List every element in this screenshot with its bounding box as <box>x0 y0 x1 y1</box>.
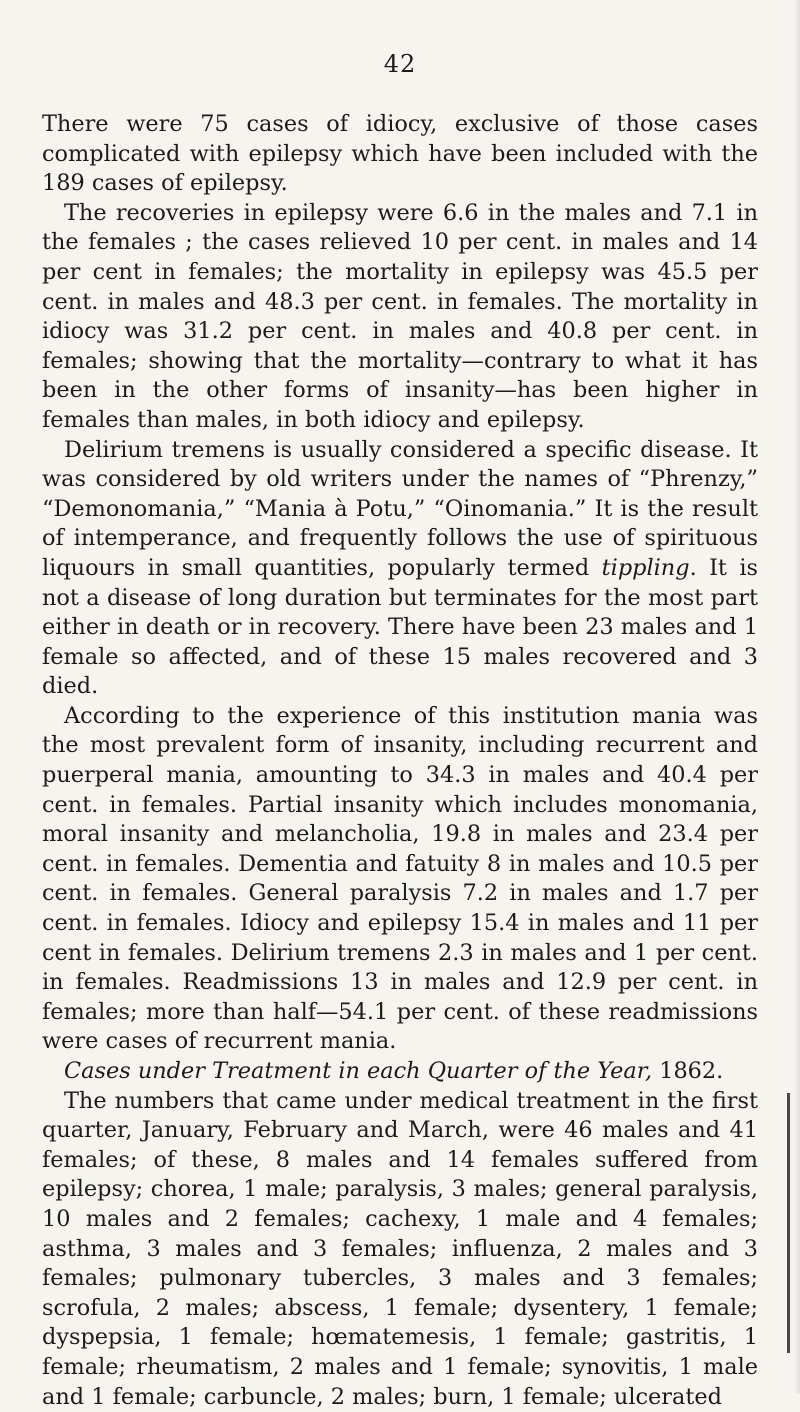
paragraph-recoveries-mortality: The recoveries in epilepsy were 6.6 in the males and 7.1 in the females ; the cases relieved 10 per cent. in males and 14 per cent in females; the mortality in epilepsy was 45.5 per cent. in males and 48.3 per cent. in females. The mortality in idiocy was 31.2 per cent. in males and 40.8 per cent. in females; showing that the mortality—contrary to what it has been in the other forms of insanity—has been higher in females than males, in both idiocy and epilepsy. <box>42 199 758 433</box>
section-heading <box>42 1057 758 1087</box>
page-edge-shadow <box>794 0 800 1393</box>
delirium-text-before: Delirium tremens is usually considered a specific disease. It was considered by old writers under the names of “Phrenzy,” “Demonomania,” “Mania à Potu,” “Oinomania.” It is the result of intemperance, and frequently follows the use of spirituous liquours in small quantities, popularly termed <box>42 436 758 581</box>
delirium-emphasis: tippling <box>601 554 690 581</box>
paragraph-idiocy-cases: There were 75 cases of idiocy, exclusive of those cases complicated with epilepsy which have been included with the 189 cases of epilepsy. <box>42 111 758 197</box>
section-heading-year: 1862. <box>652 1058 724 1084</box>
paragraph-institution-experience: According to the experience of this institution mania was the most prevalent form of insanity, including recurrent and puerperal mania, amounting to 34.3 in males and 40.4 per cent. in females. Partial insanity which includes monomania, moral insanity and melancholia, 19.8 in males and 23.4 per cent. in females. Dementia and fatuity 8 in males and 10.5 per cent. in females. General paralysis 7.2 in males and 1.7 per cent. in females. Idiocy and epilepsy 15.4 in males and 11 per cent in females. Delirium tremens 2.3 in males and 1 per cent. in females. Readmissions 13 in males and 12.9 per cent. in females; more than half—54.1 per cent. of these readmissions were cases of recurrent mania. <box>42 702 758 1055</box>
page-body <box>42 110 758 1412</box>
delirium-text-after: . It is not a disease of long duration but terminates for the most part either in death or in recovery. There have been 23 males and 1 female so affected, and of these 15 males recovered and 3 died. <box>42 554 758 700</box>
paragraph-quarter-treatment: The numbers that came under medical treatment in the first quarter, January, February and March, were 46 males and 41 females; of these, 8 males and 14 females suffered from epilepsy; chorea, 1 male; paralysis, 3 males; general paralysis, 10 males and 2 females; cachexy, 1 male and 4 females; asthma, 3 males and 3 females; influenza, 2 males and 3 females; pulmonary tubercles, 3 males and 3 females; scrofula, 2 males; abscess, 1 female; dysentery, 1 female; dyspepsia, 1 female; hœmatemesis, 1 female; gastritis, 1 female; rheumatism, 2 males and 1 female; synovitis, 1 male and 1 female; carbuncle, 2 males; burn, 1 female; ulcerated <box>42 1087 758 1410</box>
page-number: 42 <box>383 50 417 78</box>
binding-edge-mark <box>787 1093 790 1353</box>
section-heading-title: Cases under Treatment in each Quarter of the Year, <box>64 1058 653 1084</box>
paragraph-delirium-tremens <box>42 436 758 702</box>
